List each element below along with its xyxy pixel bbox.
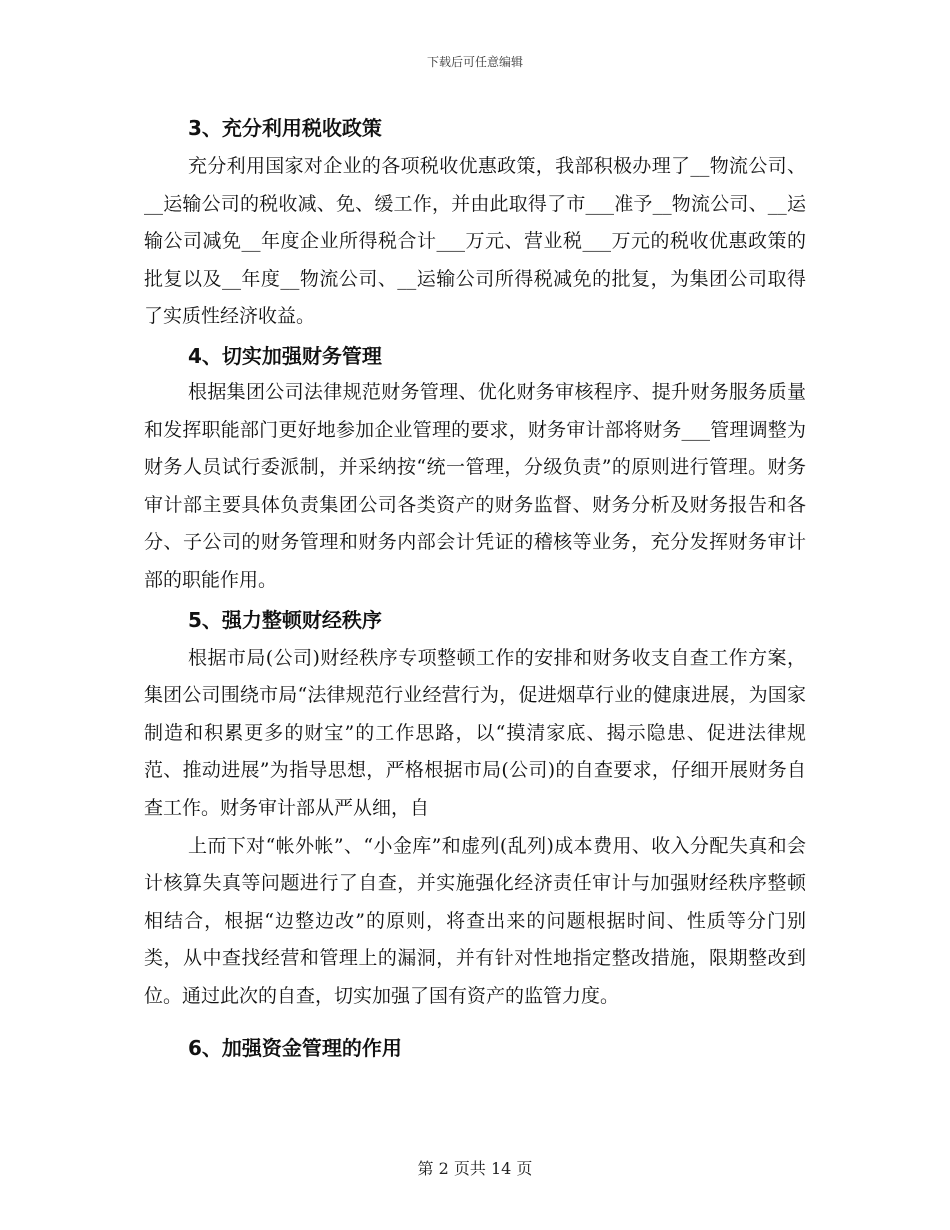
section-heading-3: 3、充分利用税收政策 bbox=[188, 116, 382, 140]
section-5-paragraph-1: 根据市局(公司)财经秩序专项整顿工作的安排和财务收支自查工作方案，集团公司围绕市局“法律规范行业经营行为，促进烟草行业的健康进展，为国家制造和积累更多的财宝”的工作思路，以“摸清家底、揭示隐患、促进法律规范、推动进展”为指导思想，严格根据市局(公司)的自查要求，仔细开展财务自查工作。财务审计部从严从细，自 bbox=[144, 646, 806, 819]
section-4-paragraph: 根据集团公司法律规范财务管理、优化财务审核程序、提升财务服务质量和发挥职能部门更好地参加企业管理的要求，财务审计部将财务___管理调整为财务人员试行委派制，并采纳按“统一管理，分级负责”的原则进行管理。财务审计部主要具体负责集团公司各类资产的财务监督、财务分析及财务报告和各分、子公司的财务管理和财务内部会计凭证的稽核等业务，充分发挥财务审计部的职能作用。 bbox=[144, 380, 806, 591]
page-header: 下载后可任意编辑 bbox=[426, 55, 523, 69]
section-heading-5: 5、强力整顿财经秩序 bbox=[188, 607, 382, 632]
section-3-paragraph: 充分利用国家对企业的各项税收优惠政策，我部积极办理了__物流公司、__运输公司的税收减、免、缓工作，并由此取得了市___准予__物流公司、__运输公司减免__年度企业所得税合计___万元、营业税___万元的税收优惠政策的批复以及__年度__物流公司、__运输公司所得税减免的批复，为集团公司取得了实质性经济收益。 bbox=[144, 155, 806, 328]
document-body bbox=[144, 108, 806, 1071]
section-5-paragraph-2: 上而下对“帐外帐”、“小金库”和虚列(乱列)成本费用、收入分配失真和会计核算失真等问题进行了自查，并实施强化经济责任审计与加强财经秩序整顿相结合，根据“边整边改”的原则，将查出来的问题根据时间、性质等分门别类，从中查找经营和管理上的漏洞，并有针对性地指定整改措施，限期整改到位。通过此次的自查，切实加强了国有资产的监管力度。 bbox=[144, 834, 806, 1007]
section-heading-6: 6、加强资金管理的作用 bbox=[188, 1036, 402, 1061]
section-heading-4: 4、切实加强财务管理 bbox=[188, 343, 382, 368]
page-footer: 第 2 页共 14 页 bbox=[417, 1159, 533, 1178]
